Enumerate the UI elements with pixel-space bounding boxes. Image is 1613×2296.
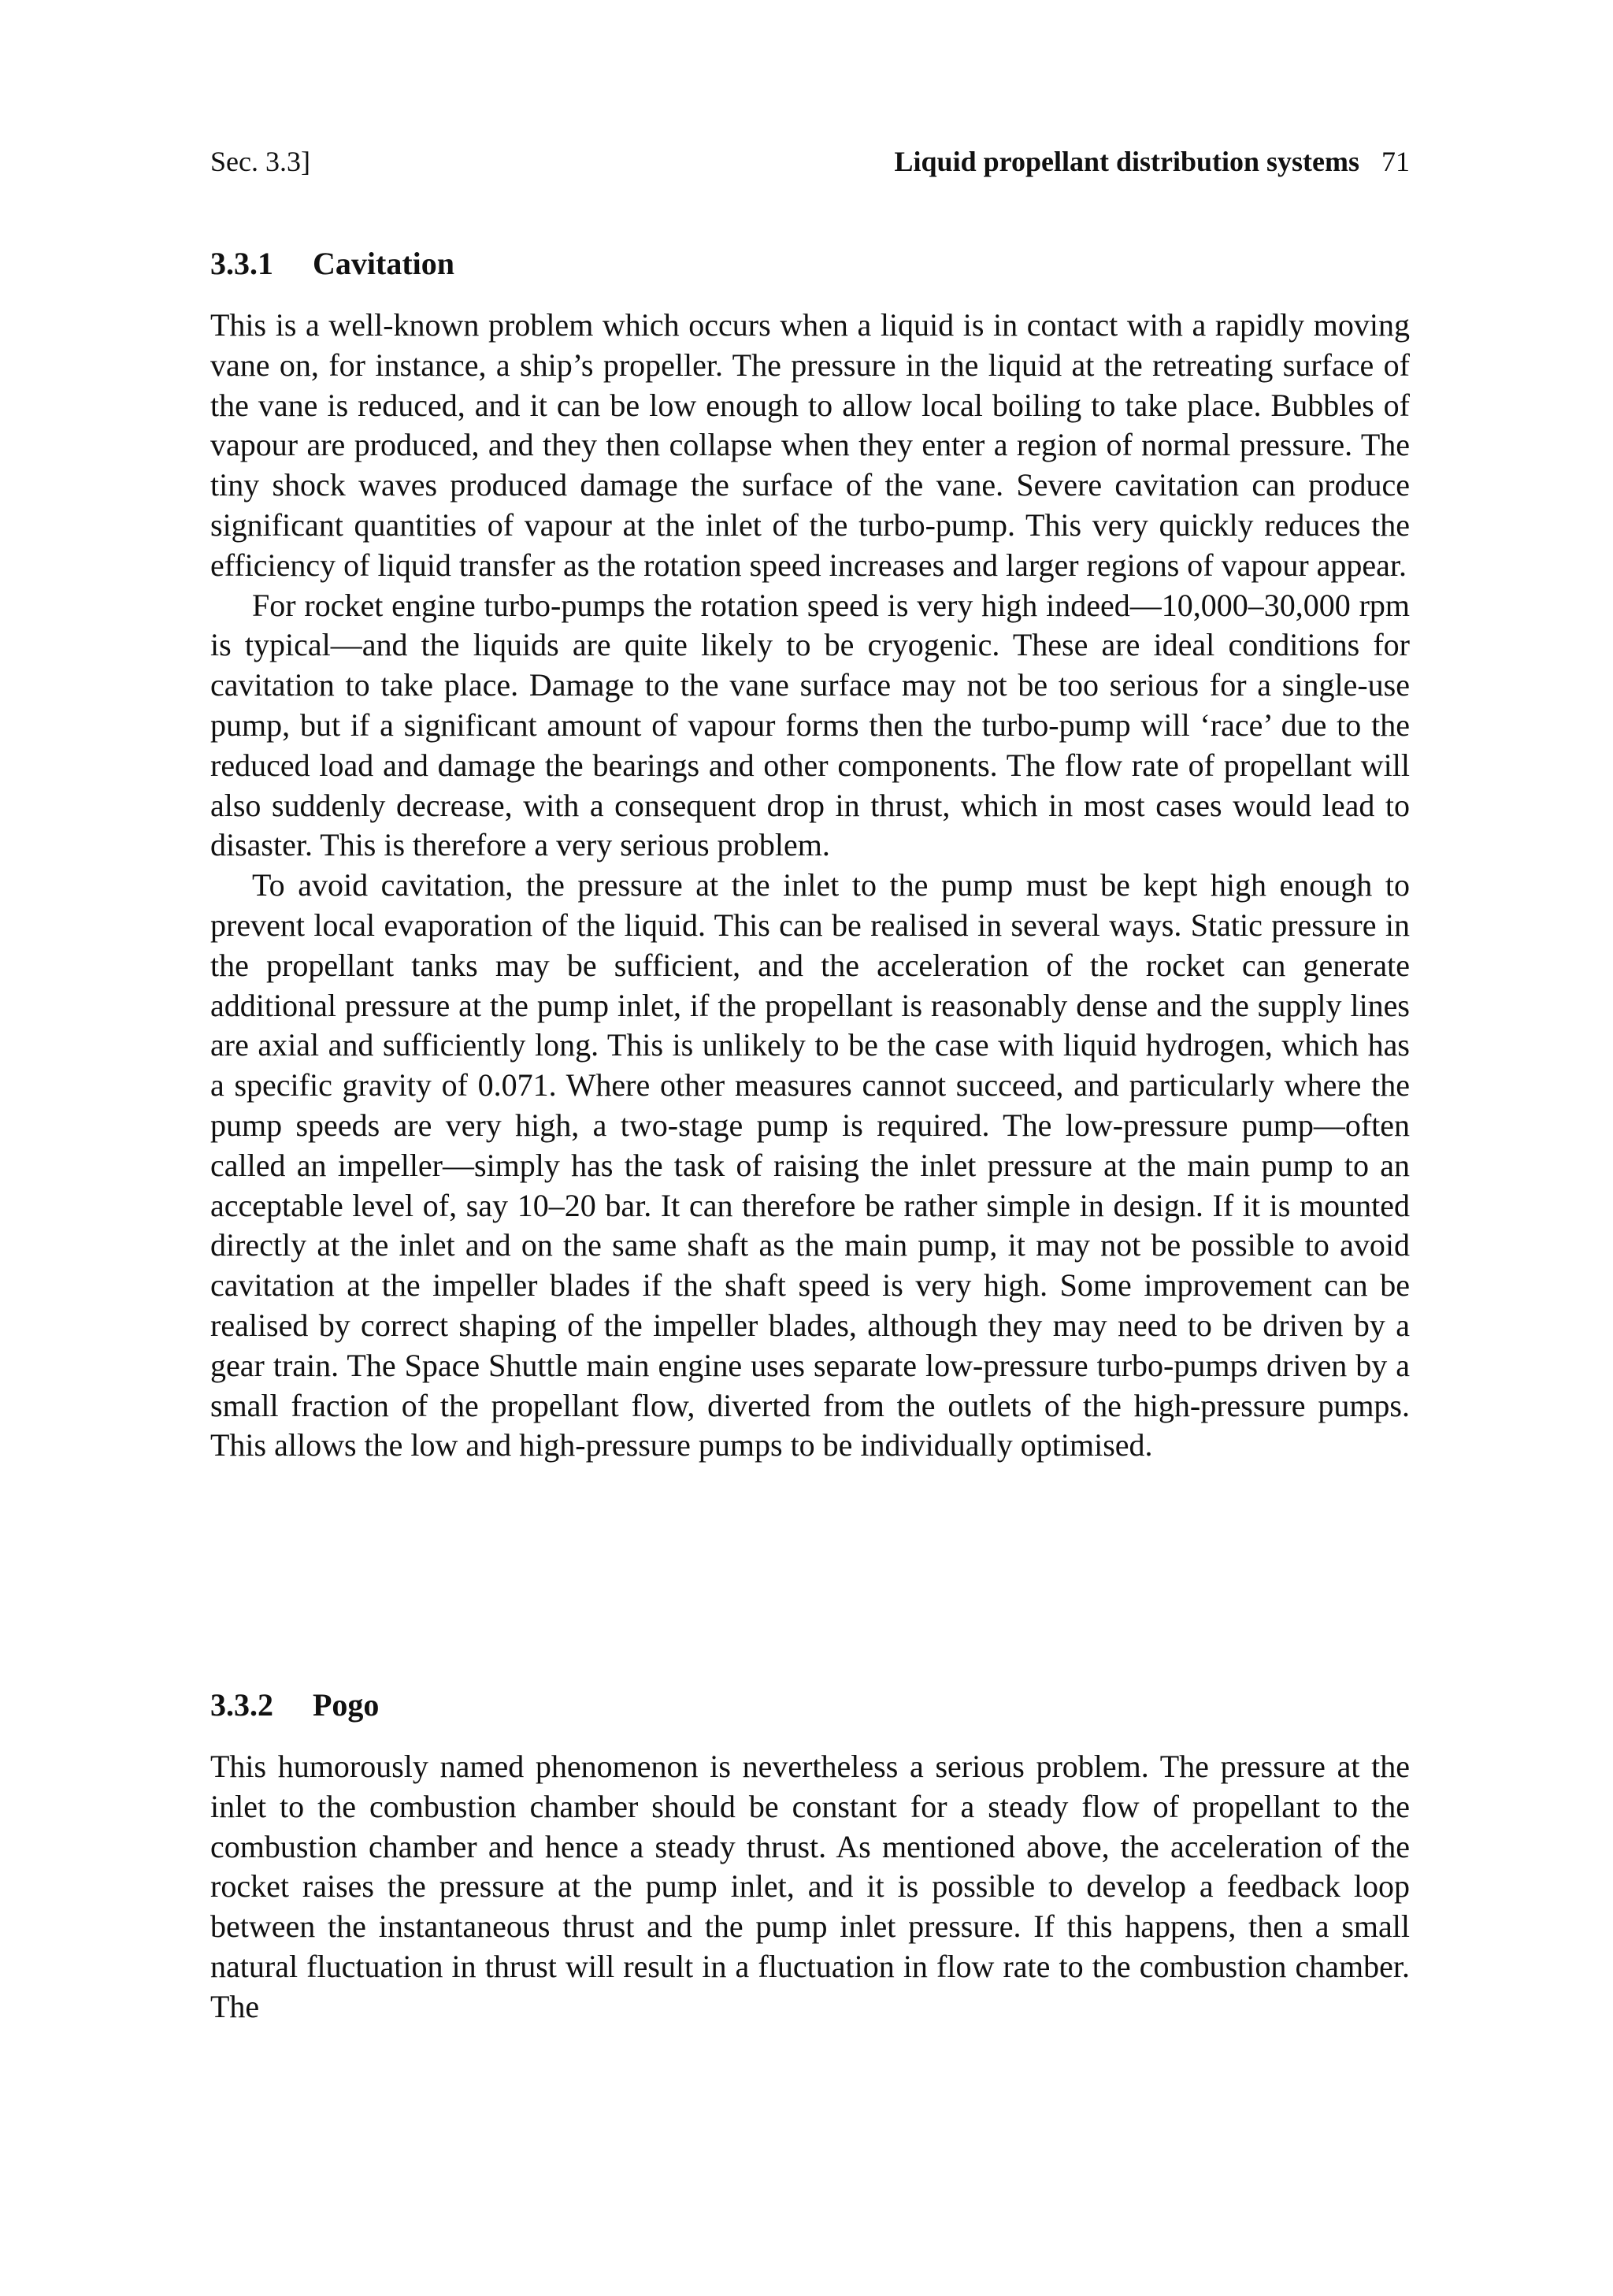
running-head-section: Sec. 3.3] bbox=[210, 146, 310, 177]
running-head-title: Liquid propellant distribution systems bbox=[894, 146, 1359, 177]
section-number: 3.3.1 bbox=[210, 246, 273, 281]
paragraph: For rocket engine turbo-pumps the rotation speed is very high indeed—10,000–30,000 rpm is typical—and the liquids are quite likely to be cryogenic. These are ideal conditions for cavitation to take place. Damage to the vane surface may not be too serious for a single-use pump, but if a significant amount of vapour forms then the turbo-pump will ‘race’ due to the reduced load and damage the bearings and other components. The flow rate of propellant will also suddenly decrease, with a consequent drop in thrust, which in most cases would lead to disaster. This is therefore a very serious problem. bbox=[210, 587, 1410, 863]
section-title: Pogo bbox=[313, 1687, 380, 1723]
running-head bbox=[210, 142, 1410, 181]
section-heading-pogo bbox=[210, 1686, 379, 1725]
section-body-cavitation bbox=[210, 306, 1410, 1466]
paragraph: This is a well-known problem which occurs when a liquid is in contact with a rapidly moving vane on, for instance, a ship’s propeller. The pressure in the liquid at the retreating surface of the vane is reduced, and it can be low enough to allow local boiling to take place. Bubbles of vapour are produced, and they then collapse when they enter a region of normal pressure. The tiny shock waves produced damage the surface of the vane. Severe cavitation can produce significant quantities of vapour at the inlet of the turbo-pump. This very quickly reduces the efficiency of liquid transfer as the rotation speed increases and larger regions of vapour appear. bbox=[210, 307, 1410, 583]
paragraph: To avoid cavitation, the pressure at the inlet to the pump must be kept high enough to prevent local evaporation of the liquid. This can be realised in several ways. Static pressure in the propellant tanks may be sufficient, and the acceleration of the rocket can generate additional pressure at the pump inlet, if the propellant is reasonably dense and the supply lines are axial and sufficiently long. This is unlikely to be the case with liquid hydrogen, which has a specific gravity of 0.071. Where other measures cannot succeed, and particularly where the pump speeds are very high, a two-stage pump is required. The low-pressure pump—often called an impeller—simply has the task of raising the inlet pressure at the main pump to an acceptable level of, say 10–20 bar. It can therefore be rather simple in design. If it is mounted directly at the inlet and on the same shaft as the main pump, it may not be possible to avoid cavitation at the impeller blades if the shaft speed is very high. Some improvement can be realised by correct shaping of the impeller blades, although they may need to be driven by a gear train. The Space Shuttle main engine uses separate low-pressure turbo-pumps driven by a small fraction of the propellant flow, diverted from the outlets of the high-pressure pumps. This allows the low and high-pressure pumps to be individually optimised. bbox=[210, 867, 1410, 1463]
page-number: 71 bbox=[1381, 146, 1410, 177]
section-heading-cavitation bbox=[210, 244, 454, 284]
section-title: Cavitation bbox=[313, 246, 454, 281]
paragraph: This humorously named phenomenon is nevertheless a serious problem. The pressure at the inlet to the combustion chamber should be constant for a steady flow of propellant to the combustion chamber and hence a steady thrust. As mentioned above, the acceleration of the rocket raises the pressure at the pump inlet, and it is possible to develop a feedback loop between the instantaneous thrust and the pump inlet pressure. If this happens, then a small natural fluctuation in thrust will result in a fluctuation in flow rate to the combustion chamber. The bbox=[210, 1749, 1410, 2024]
section-body-pogo bbox=[210, 1747, 1410, 2027]
section-number: 3.3.2 bbox=[210, 1687, 273, 1723]
running-head-right bbox=[895, 142, 1410, 181]
